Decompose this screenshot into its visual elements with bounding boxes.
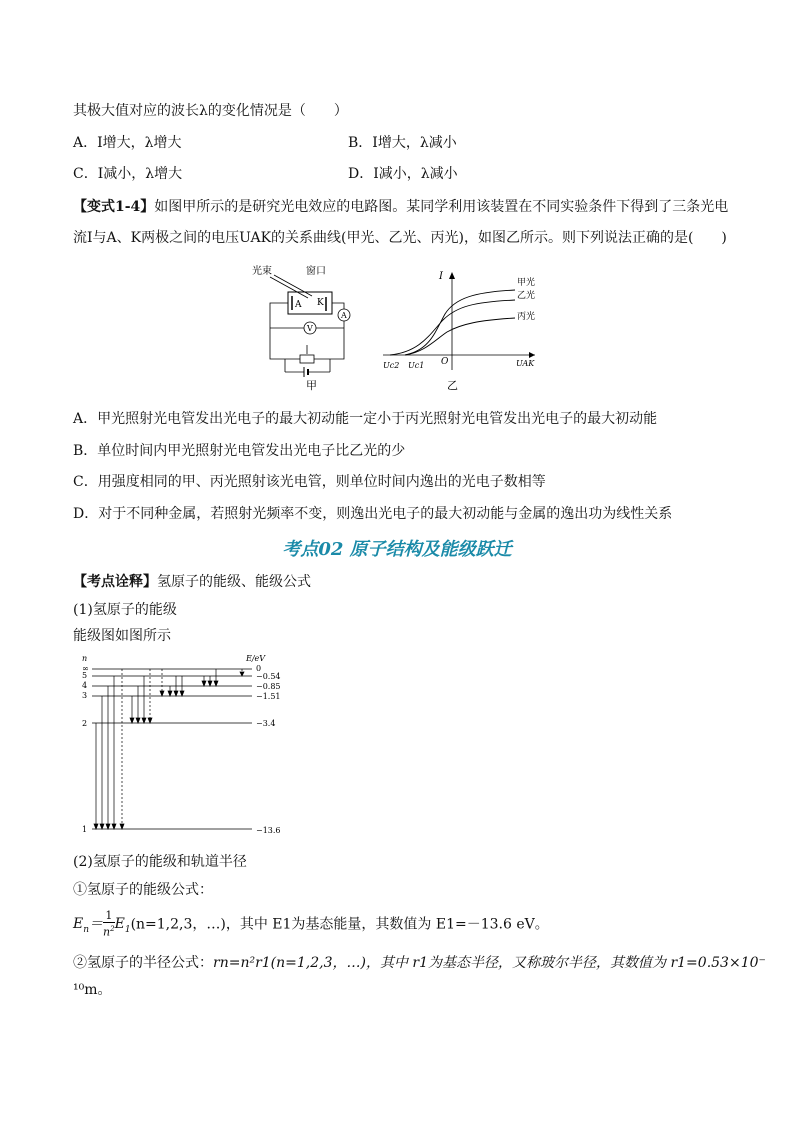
figure-caption-yi: 乙 [447,379,458,392]
e-4: −0.85 [256,682,281,691]
window-label: 窗口 [306,266,326,277]
anode-label: A [295,300,302,310]
n-5: 5 [82,671,88,680]
item-2-formula: rn=n²r1(n=1,2,3，…)，其中 r1为基态半径，又称玻尔半径，其数值为 r1=0.53×10⁻ [213,955,766,971]
wire-left [270,303,300,359]
origin-label: O [441,357,449,367]
answer-c: C．用强度相同的甲、丙光照射该光电管，则单位时间内逸出的光电子数相等 [73,474,546,490]
curve-bing [405,318,515,355]
n-2: 2 [82,719,88,728]
item-2-tail: ¹⁰m。 [73,982,112,998]
cathode-label: K [317,298,324,308]
i-axis-label: I [439,271,443,282]
variant-text-1: 如图甲所示的是研究光电效应的电路图。某同学利用该装置在不同实验条件下得到了三条光电 [154,199,729,215]
variant-tag: 【变式1-4】 [73,199,155,215]
item-1: ①氢原子的能级公式： [73,882,213,898]
section-title: 考点02 原子结构及能级跃迁 [282,539,512,560]
formula-e1: $E_1$ [114,916,131,936]
voltmeter-label: V [307,324,313,333]
figure-caption-jia: 甲 [306,379,317,392]
lyman-arrows [94,676,124,829]
answer-d: D．对于不同种金属，若照射光频率不变，则逸出光电子的最大初动能与金属的逸出功为线性关系 [73,506,673,522]
beam-label: 光束 [252,266,272,277]
balmer-arrows [130,676,152,723]
n-1: 1 [82,825,88,834]
explain-tag: 【考点诠释】 [73,574,157,590]
uc2-label: Uc2 [383,361,400,370]
e-label: E/eV [246,654,266,663]
variant-line-1 [73,197,728,217]
explain-text: 氢原子的能级、能级公式 [157,574,311,590]
option-d: D．I减小，λ减小 [348,166,458,182]
beam-ray-2 [274,275,312,296]
item-2-head: ②氢原子的半径公式： [73,955,213,971]
n-4: 4 [82,681,88,690]
circuit-figure [250,262,360,392]
curve-yi [390,300,515,355]
ammeter-label: A [341,311,347,320]
formula-1-tail: (n=1,2,3，…)，其中 E1为基态能量，其数值为 E1=－13.6 eV。 [130,916,549,933]
rheostat [300,355,314,363]
u-axis-arrow [529,352,535,358]
explain-line [73,572,311,592]
brackett-arrows [202,669,244,686]
fraction: $\frac{1}{n^2}$ [103,909,115,939]
curve-jia [405,290,515,355]
formula-1 [73,910,549,940]
series-jia-label: 甲光 [517,278,536,288]
answer-a: A．甲光照射光电管发出光电子的最大初动能一定小于丙光照射光电管发出光电子的最大初动能 [73,411,658,427]
option-a: A．I增大，λ增大 [73,135,182,151]
option-b: B．I增大，λ减小 [348,135,457,151]
question-intro: 其极大值对应的波长λ的变化情况是（ ） [73,103,348,119]
series-yi-label: 乙光 [517,291,536,301]
series-bing-label: 丙光 [517,312,536,322]
e-2: −3.4 [256,719,276,728]
i-axis-arrow [449,272,455,279]
option-c: C．I减小，λ增大 [73,166,183,182]
beam-ray-1 [270,277,308,298]
energy-level-diagram [78,652,288,837]
answer-b: B．单位时间内甲光照射光电管发出光电子比乙光的少 [73,443,406,459]
n-label: n [82,654,88,663]
e-3: −1.51 [256,692,281,701]
sub-heading-2: (2)氢原子的能级和轨道半径 [73,854,247,870]
e-5: −0.54 [256,672,281,681]
e-inf: 0 [256,664,262,673]
uc1-label: Uc1 [408,361,425,370]
u-axis-label: UAK [516,359,535,368]
sub1-description: 能级图如图所示 [73,628,171,644]
formula-en: $E_n=$ [73,916,104,936]
n-inf: ∞ [82,664,89,673]
variant-line-2: 流I与A、K两极之间的电压UAK的关系曲线(甲光、乙光、丙光)，如图乙所示。则下列说法正确的是( ) [73,230,727,246]
n-3: 3 [82,691,88,700]
e-1: −13.6 [256,826,281,835]
sub-heading-1: (1)氢原子的能级 [73,602,177,618]
item-2 [73,953,766,973]
iu-curve-figure [375,262,555,392]
